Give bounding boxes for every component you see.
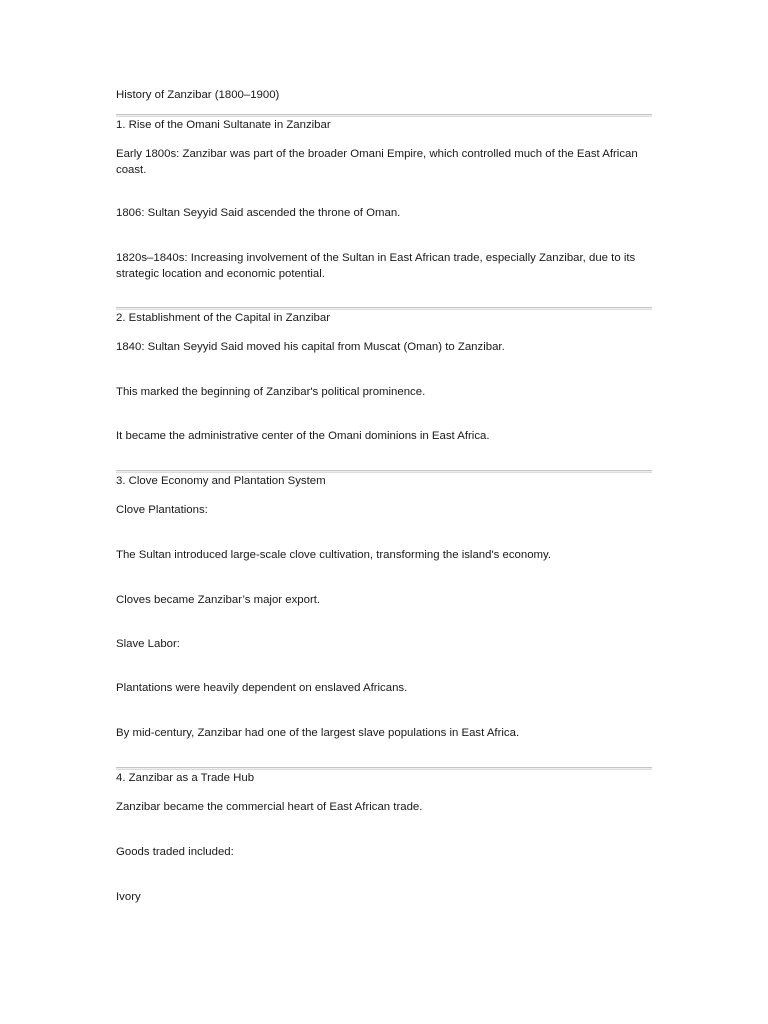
- paragraph: Slave Labor:: [116, 638, 180, 650]
- section-divider: [116, 307, 652, 310]
- paragraph: Plantations were heavily dependent on enslaved Africans.: [116, 682, 408, 694]
- section-heading-4: 4. Zanzibar as a Trade Hub: [116, 772, 255, 784]
- section-divider: [116, 470, 652, 473]
- section-heading-1: 1. Rise of the Omani Sultanate in Zanzibar: [116, 119, 331, 131]
- paragraph: Ivory: [116, 891, 141, 903]
- paragraph: Clove Plantations:: [116, 504, 208, 516]
- paragraph: Cloves became Zanzibar’s major export.: [116, 594, 321, 606]
- section-heading-2: 2. Establishment of the Capital in Zanzibar: [116, 312, 331, 324]
- paragraph: Zanzibar became the commercial heart of East African trade.: [116, 801, 423, 813]
- paragraph: 1820s–1840s: Increasing involvement of the Sultan in East African trade, especially Zanzibar, due to its strategic location and economic potential.: [116, 252, 636, 280]
- paragraph: 1840: Sultan Seyyid Said moved his capital from Muscat (Oman) to Zanzibar.: [116, 341, 505, 353]
- paragraph: It became the administrative center of the Omani dominions in East Africa.: [116, 430, 490, 442]
- section-heading-3: 3. Clove Economy and Plantation System: [116, 475, 326, 487]
- section-divider: [116, 767, 652, 770]
- paragraph: This marked the beginning of Zanzibar's political prominence.: [116, 386, 426, 398]
- paragraph: 1806: Sultan Seyyid Said ascended the throne of Oman.: [116, 207, 401, 219]
- paragraph: Early 1800s: Zanzibar was part of the broader Omani Empire, which controlled much of the East African coast.: [116, 148, 638, 176]
- section-divider: [116, 114, 652, 117]
- paragraph: Goods traded included:: [116, 846, 234, 858]
- paragraph: By mid-century, Zanzibar had one of the largest slave populations in East Africa.: [116, 727, 520, 739]
- document-title: History of Zanzibar (1800–1900): [116, 89, 280, 101]
- paragraph: The Sultan introduced large-scale clove cultivation, transforming the island's economy.: [116, 549, 552, 561]
